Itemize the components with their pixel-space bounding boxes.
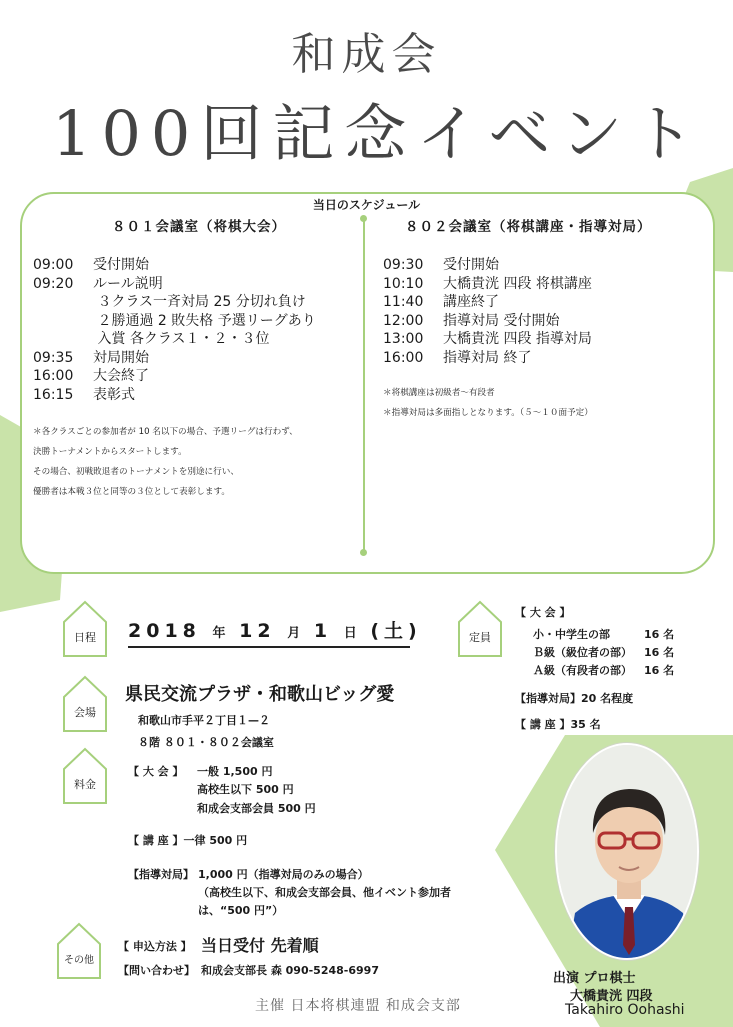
left-schedule-list	[33, 256, 316, 404]
performer-line2: 大橋貴洸 四段	[570, 989, 653, 1004]
event-date: 2018 年 12 月 1 日 (土)	[128, 620, 422, 642]
divider-dot-top	[360, 215, 367, 222]
schedule-row: 10:10 大橋貴洸 四段 将棋講座	[383, 275, 592, 292]
sponsor: 主催 日本将棋連盟 和成会支部	[255, 998, 461, 1014]
schedule-row: 入賞 各クラス１・２・３位	[93, 331, 270, 347]
fee-teaching-line: （高校生以下、和成会支部会員、他イベント参加者	[198, 886, 451, 899]
schedule-row: 13:00 大橋貴洸 四段 指導対局	[383, 331, 592, 347]
contact-value: 和成会支部長 森 090-5248-6997	[201, 964, 379, 977]
schedule-divider	[363, 218, 365, 553]
fee-line: 一般 1,500 円	[197, 765, 273, 778]
venue-address: 和歌山市手平２丁目１—２	[138, 714, 270, 727]
title-line1: 和成会	[291, 29, 442, 80]
schedule-row: ３クラス一斉対局 25 分切れ負け	[93, 294, 306, 310]
contact-label: 【問い合わせ】	[118, 964, 195, 977]
capacity-item-count: 16 名	[644, 646, 675, 659]
apply-value: 当日受付 先着順	[201, 936, 319, 955]
schedule-row: ２勝通過 2 敗失格 予選リーグあり	[93, 312, 316, 329]
right-column-title: ８０２会議室（将棋講座・指導対局）	[405, 219, 652, 235]
capacity-item-name: Ａ級（有段者の部）	[533, 664, 632, 677]
venue-name: 県民交流プラザ・和歌山ビッグ愛	[125, 684, 395, 705]
label-other: その他	[56, 922, 102, 980]
fee-line: 高校生以下 500 円	[197, 783, 294, 796]
left-column-title: ８０１会議室（将棋大会）	[112, 219, 286, 235]
schedule-row: 12:00 指導対局 受付開始	[383, 312, 560, 329]
performer-line1: 出演 プロ棋士	[553, 971, 636, 986]
schedule-row: 09:35 対局開始	[33, 349, 149, 366]
capacity-item-count: 16 名	[644, 664, 675, 677]
note-line: 優勝者は本戦３位と同等の３位として表彰します。	[33, 487, 230, 497]
date-underline	[128, 646, 410, 648]
label-capacity: 定員	[457, 600, 503, 658]
schedule-row: 16:15 表彰式	[33, 386, 135, 403]
note-line: ＊将棋講座は初級者～有段者	[383, 388, 495, 398]
label-fee: 料金	[62, 747, 108, 805]
note-line: 決勝トーナメントからスタートします。	[33, 447, 187, 457]
schedule-row: 09:20 ルール説明	[33, 275, 163, 292]
apply-label: 【 申込方法 】	[118, 940, 192, 953]
fee-teaching-line: 1,000 円（指導対局のみの場合）	[198, 868, 369, 881]
right-schedule-list	[383, 256, 592, 367]
schedule-row: 09:00 受付開始	[33, 257, 149, 273]
person-icon	[557, 745, 699, 960]
fee-teaching-label: 【指導対局】	[128, 868, 194, 881]
schedule-row: 16:00 大会終了	[33, 368, 149, 384]
title-line2: 100回記念イベント	[52, 97, 705, 170]
portrait-image	[555, 743, 699, 960]
performer-line3: Takahiro Oohashi	[565, 1002, 685, 1018]
fee-line: 和成会支部会員 500 円	[197, 802, 316, 815]
capacity-item-name: 小・中学生の部	[533, 628, 610, 641]
capacity-tournament-label: 【 大 会 】	[515, 606, 571, 619]
label-date: 日程	[62, 600, 108, 658]
left-notes	[33, 422, 298, 502]
venue-room: ８階 ８０１・８０２会議室	[138, 736, 274, 749]
right-notes	[383, 383, 593, 423]
capacity-teaching: 【指導対局】20 名程度	[515, 692, 634, 705]
note-line: ＊指導対局は多面指しとなります。（５～１０面予定）	[383, 408, 593, 418]
schedule-row: 09:30 受付開始	[383, 257, 499, 273]
schedule-heading: 当日のスケジュール	[312, 198, 421, 212]
note-line: ＊各クラスごとの参加者が 10 名以下の場合、予選リーグは行わず、	[33, 427, 298, 437]
label-venue: 会場	[62, 675, 108, 733]
note-line: その場合、初戦敗退者のトーナメントを別途に行い、	[33, 467, 239, 477]
fee-tournament-label: 【 大 会 】	[128, 765, 184, 778]
capacity-item-count: 16 名	[644, 628, 675, 641]
capacity-lecture: 【 講 座 】35 名	[515, 718, 601, 731]
schedule-row: 16:00 指導対局 終了	[383, 349, 532, 366]
fee-lecture: 【 講 座 】一律 500 円	[128, 834, 248, 847]
capacity-item-name: Ｂ級（級位者の部）	[533, 646, 632, 659]
schedule-row: 11:40 講座終了	[383, 294, 499, 310]
divider-dot-bottom	[360, 549, 367, 556]
fee-teaching-line: は、“500 円”）	[198, 904, 284, 917]
